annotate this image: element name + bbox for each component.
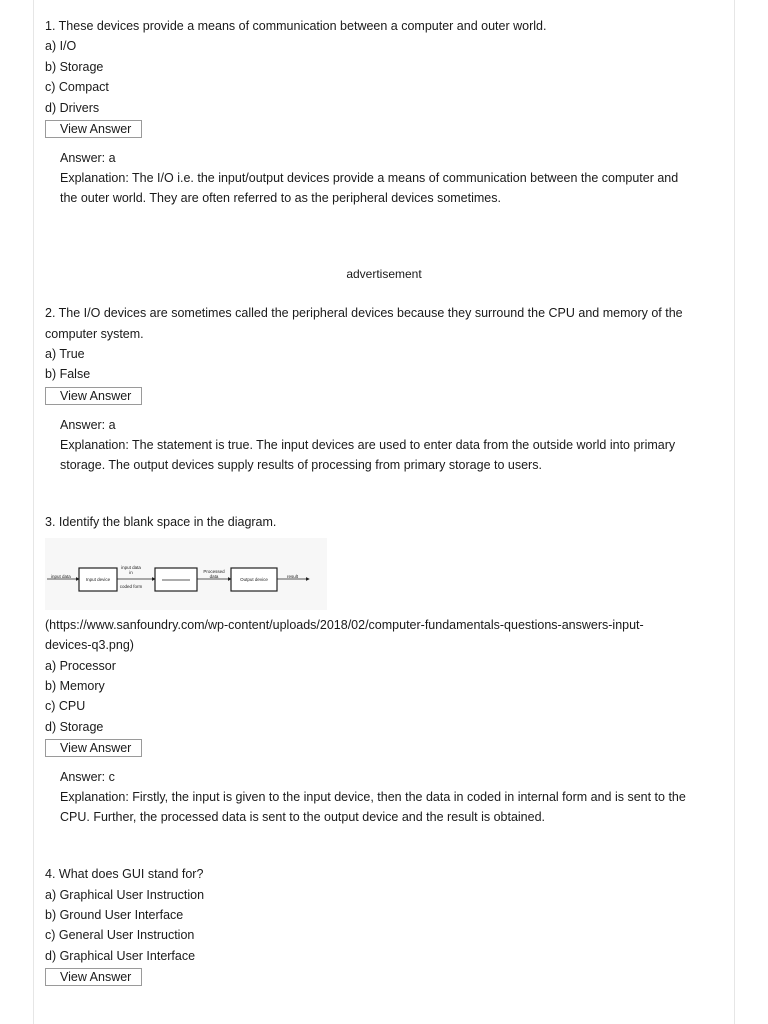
q2-option-a: a) True [45, 347, 85, 361]
output-device-label: Output device [240, 577, 268, 582]
block-diagram-svg [45, 538, 327, 610]
blank-box [155, 568, 197, 591]
question-3-diagram [45, 538, 327, 610]
q2-answer: Answer: a [60, 418, 116, 432]
processed-data-label-2: data [209, 574, 219, 579]
q1-option-a: a) I/O [45, 39, 77, 53]
q1-option-c: c) Compact [45, 80, 109, 94]
q3-option-b: b) Memory [45, 679, 105, 693]
q3-explanation-line-2: CPU. Further, the processed data is sent to the output device and the result is obtained. [60, 810, 546, 824]
question-4-text: 4. What does GUI stand for? [45, 867, 204, 881]
q1-explanation-line-1: Explanation: The I/O i.e. the input/output devices provide a means of communication between the computer and [60, 171, 679, 185]
q4-view-answer-button[interactable]: View Answer [45, 968, 142, 986]
input-device-label: Input device [85, 577, 111, 582]
input-data-label: input data [51, 574, 71, 579]
question-2-text-line-2: computer system. [45, 327, 144, 341]
q2-view-answer-button[interactable]: View Answer [45, 387, 142, 405]
q1-explanation-line-2: the outer world. They are often referred to as the peripheral devices sometimes. [60, 191, 501, 205]
question-2-text-line-1: 2. The I/O devices are sometimes called the peripheral devices because they surround the CPU and memory of the [45, 306, 683, 320]
q1-view-answer-button[interactable]: View Answer [45, 120, 142, 138]
coded-data-label-2: in [129, 570, 133, 575]
q4-option-d: d) Graphical User Interface [45, 949, 196, 963]
question-1-text: 1. These devices provide a means of communication between a computer and outer world. [45, 19, 547, 33]
q3-option-c: c) CPU [45, 699, 86, 713]
q4-option-b: b) Ground User Interface [45, 908, 184, 922]
q3-option-d: d) Storage [45, 720, 104, 734]
q2-option-b: b) False [45, 367, 91, 381]
q2-explanation-line-1: Explanation: The statement is true. The input devices are used to enter data from the outside world into primary [60, 438, 676, 452]
q3-answer: Answer: c [60, 770, 115, 784]
result-label: result [287, 574, 299, 579]
q3-image-url-line-1: (https://www.sanfoundry.com/wp-content/uploads/2018/02/computer-fundamentals-questions-answers-input- [45, 618, 644, 632]
q3-view-answer-button[interactable]: View Answer [45, 739, 142, 757]
q3-option-a: a) Processor [45, 659, 116, 673]
q1-answer: Answer: a [60, 151, 116, 165]
q1-option-b: b) Storage [45, 60, 104, 74]
q4-option-a: a) Graphical User Instruction [45, 888, 205, 902]
processed-data-label-1: Processed [203, 569, 225, 574]
q3-image-url-line-2: devices-q3.png) [45, 638, 134, 652]
advertisement-label: advertisement [346, 267, 422, 281]
q4-option-c: c) General User Instruction [45, 928, 195, 942]
q3-explanation-line-1: Explanation: Firstly, the input is given to the input device, then the data in coded in internal form and is sent to the [60, 790, 686, 804]
coded-data-label-1: input data [121, 565, 141, 570]
question-3-text: 3. Identify the blank space in the diagram. [45, 515, 277, 529]
q2-explanation-line-2: storage. The output devices supply results of processing from primary storage to users. [60, 458, 542, 472]
coded-data-label-3: coded form [119, 584, 143, 589]
q1-option-d: d) Drivers [45, 101, 100, 115]
